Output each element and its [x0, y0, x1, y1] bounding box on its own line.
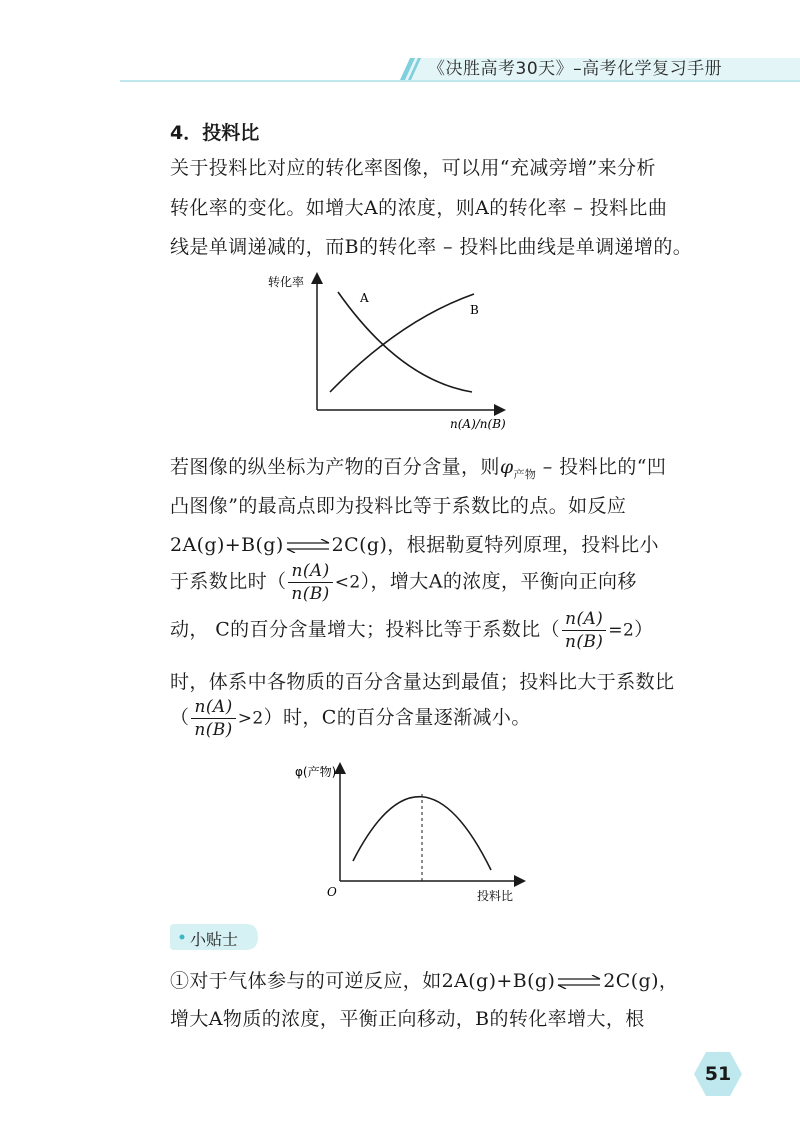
tip-line1 — [170, 966, 678, 993]
tip-l1-a: ①对于气体参与的可逆反应，如 — [170, 970, 442, 992]
product-fraction-chart — [295, 758, 535, 908]
tip-line2: 增大A物质的浓度，平衡正向移动，B的转化率增大，根 — [170, 1008, 645, 1030]
chart2-xlabel: 投料比 — [477, 889, 514, 903]
page-number: 51 — [704, 1063, 732, 1085]
tip-label: 小贴士 — [190, 930, 239, 949]
para2-l3-rest: ，根据勒夏特列原理，投料比小 — [387, 534, 659, 556]
para2-l5-a: 动， C的百分含量增大；投料比等于系数比（ — [170, 618, 560, 641]
header-title: 《决胜高考30天》–高考化学复习手册 — [428, 59, 723, 79]
para2-l5-cond: =2 — [608, 620, 635, 641]
fraction-denominator: n(B) — [291, 584, 330, 604]
fraction-numerator: n(A) — [562, 608, 606, 631]
para2-l1-b: – 投料比的“凹 — [536, 456, 667, 478]
curve-a-label: A — [360, 291, 369, 305]
equilibrium-arrow-icon — [556, 975, 602, 989]
chart1-xlabel: n(A)/n(B) — [450, 417, 506, 431]
phi-subscript: 产物 — [513, 467, 537, 481]
para2-l7-a: （ — [170, 706, 190, 729]
chart2-origin: O — [327, 885, 337, 899]
eq-right: 2C(g) — [331, 534, 388, 556]
curve-b-label: B — [470, 303, 479, 317]
fraction-denominator: n(B) — [194, 720, 233, 740]
phi-symbol: φ — [499, 456, 514, 478]
curve-b — [330, 294, 474, 392]
para2-l4-b: ），增大A的浓度，平衡向正向移 — [360, 570, 637, 593]
para1-line2: 转化率的变化。如增大A的浓度，则A的转化率 – 投料比曲 — [170, 197, 668, 219]
ratio-fraction — [191, 696, 235, 741]
chart1-ylabel: 转化率 — [268, 275, 305, 289]
para2-line5 — [170, 608, 654, 653]
ratio-fraction — [288, 560, 332, 605]
para2-line3 — [170, 530, 659, 557]
section-title: 4．投料比 — [170, 122, 260, 144]
para2-l1-a: 若图像的纵坐标为产物的百分含量，则 — [170, 456, 500, 478]
para2-l4-cond: <2 — [334, 572, 361, 593]
tip-eq-left: 2A(g)+B(g) — [441, 970, 556, 992]
para2-line2: 凸图像”的最高点即为投料比等于系数比的点。如反应 — [170, 495, 627, 517]
eq-left: 2A(g)+B(g) — [170, 534, 284, 556]
para2-line6: 时，体系中各物质的百分含量达到最值；投料比大于系数比 — [170, 671, 675, 693]
fraction-numerator: n(A) — [191, 696, 235, 719]
conversion-chart — [260, 270, 520, 435]
chart2-ylabel: φ(产物) — [295, 765, 337, 779]
curve-a — [338, 292, 472, 392]
tip-eq-right: 2C(g)， — [603, 970, 679, 992]
equilibrium-arrow-icon — [285, 539, 331, 553]
para2-l5-b: ） — [634, 618, 654, 641]
fraction-denominator: n(B) — [564, 632, 604, 652]
para2-line7 — [170, 696, 531, 741]
para1-line1: 关于投料比对应的转化率图像，可以用“充减旁增”来分析 — [170, 157, 656, 179]
para2-l7-cond: >2 — [237, 708, 264, 729]
para2-line1 — [170, 452, 666, 482]
para1-line3: 线是单调递减的，而B的转化率 – 投料比曲线是单调递增的。 — [170, 236, 693, 258]
fraction-numerator: n(A) — [288, 560, 332, 583]
ratio-fraction — [562, 608, 606, 653]
para2-line4 — [170, 560, 637, 605]
para2-l7-b: ）时，C的百分含量逐渐减小。 — [263, 706, 531, 729]
para2-l4-a: 于系数比时（ — [170, 570, 287, 593]
